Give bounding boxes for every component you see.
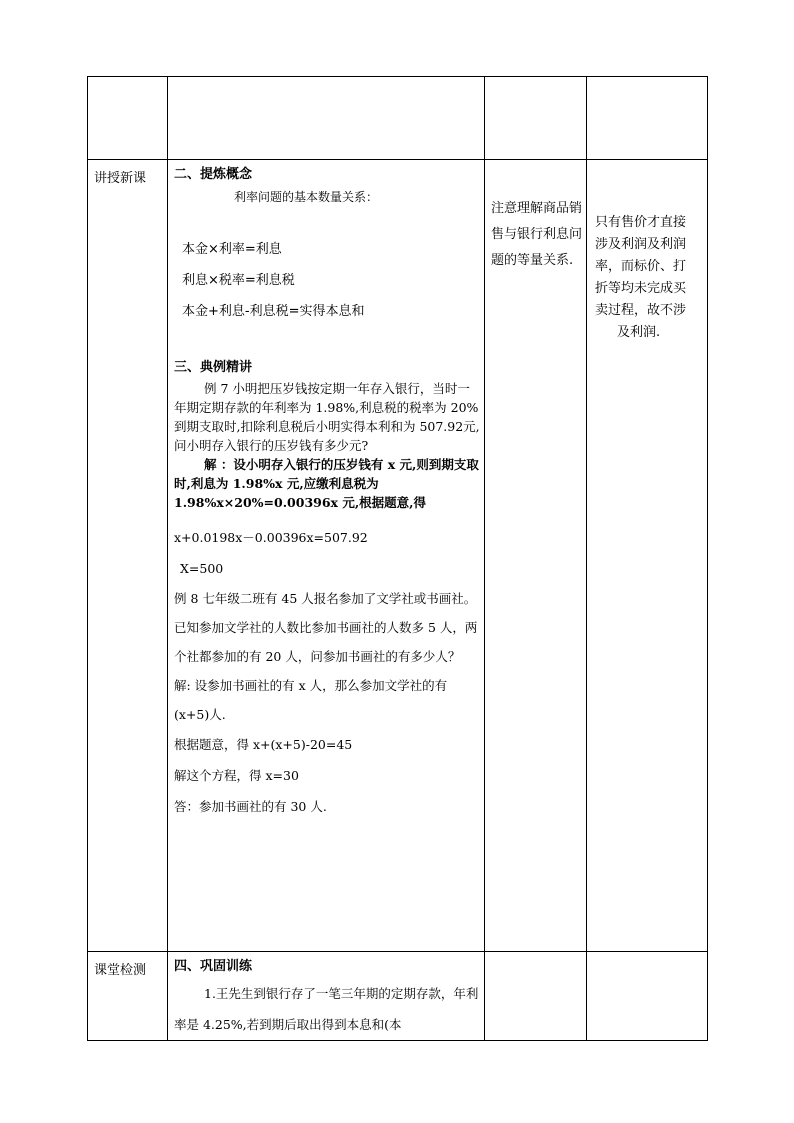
formula-line: 本金+利息-利息税=实得本息和	[182, 304, 365, 319]
equation-line: 根据题意，得 x+(x+5)-20=45	[174, 737, 353, 752]
note-line: 涉及利润及利润	[595, 237, 687, 252]
row-label: 课堂检测	[94, 963, 147, 978]
note-line: 只有售价才直接	[595, 215, 687, 230]
lesson-plan-table	[87, 76, 708, 1041]
design-note	[587, 160, 707, 344]
section-title: 三、典例精讲	[174, 360, 253, 375]
teaching-note: 注意理解商品销售与银行利息问题的等量关系.	[491, 201, 583, 268]
example-solution: 解: 设参加书画社的有 x 人，那么参加文学社的有(x+5)人.	[174, 678, 448, 722]
note-line: 率，而标价、打	[595, 259, 687, 274]
content-cell	[168, 160, 485, 952]
answer-line: 答：参加书画社的有 30 人.	[174, 799, 327, 814]
row-label-cell	[88, 952, 168, 1041]
exercise-text: 1.王先生到银行存了一笔三年期的定期存款，年利率是 4.25%,若到期后取出得到本息和(本	[174, 986, 479, 1032]
section-title: 二、提炼概念	[174, 167, 253, 182]
formula-line: 本金×利率=利息	[182, 242, 282, 257]
table-row	[88, 160, 708, 952]
solve-line: 解这个方程，得 x=30	[174, 768, 299, 783]
note-line: 卖过程，故不涉	[595, 303, 687, 318]
section-title: 四、巩固训练	[174, 959, 253, 974]
cell-empty	[587, 952, 708, 1041]
example-problem: 例 8 七年级二班有 45 人报名参加了文学社或书画社。已知参加文学社的人数比参加书画社的人数多 5 人，两个社都参加的有 20 人，问参加书画社的有多少人？	[174, 591, 478, 664]
cell-empty	[168, 77, 485, 160]
example-problem: 例 7 小明把压岁钱按定期一年存入银行，当时一年期定期存款的年利率为 1.98%,利息税的税率为 20%到期支取时,扣除利息税后小明实得本利和为 507.92元,问小明存入银行的压岁钱有多少元?	[174, 381, 480, 453]
note-line: 折等均未完成买	[595, 281, 687, 296]
table-row	[88, 952, 708, 1041]
note-cell	[485, 160, 587, 952]
note-line: 及利润.	[617, 325, 661, 340]
content-cell	[168, 952, 485, 1041]
note-cell	[587, 160, 708, 952]
cell-empty	[587, 77, 708, 160]
intro-text: 利率问题的基本数量关系：	[234, 190, 379, 204]
answer-line: X=500	[180, 561, 224, 576]
row-label-cell	[88, 160, 168, 952]
example-solution: 解 ：设小明存入银行的压岁钱有 x 元,则到期支取时,利息为 1.98%x 元,应缴利息税为 1.98%x×20%=0.00396x 元,根据题意,得	[174, 457, 479, 510]
table-row	[88, 77, 708, 160]
cell-empty	[485, 952, 587, 1041]
equation-line: x+0.0198x－0.00396x=507.92	[174, 530, 368, 545]
cell-empty	[88, 77, 168, 160]
row-label: 讲授新课	[94, 171, 147, 186]
cell-empty	[485, 77, 587, 160]
formula-line: 利息×税率=利息税	[182, 273, 295, 288]
